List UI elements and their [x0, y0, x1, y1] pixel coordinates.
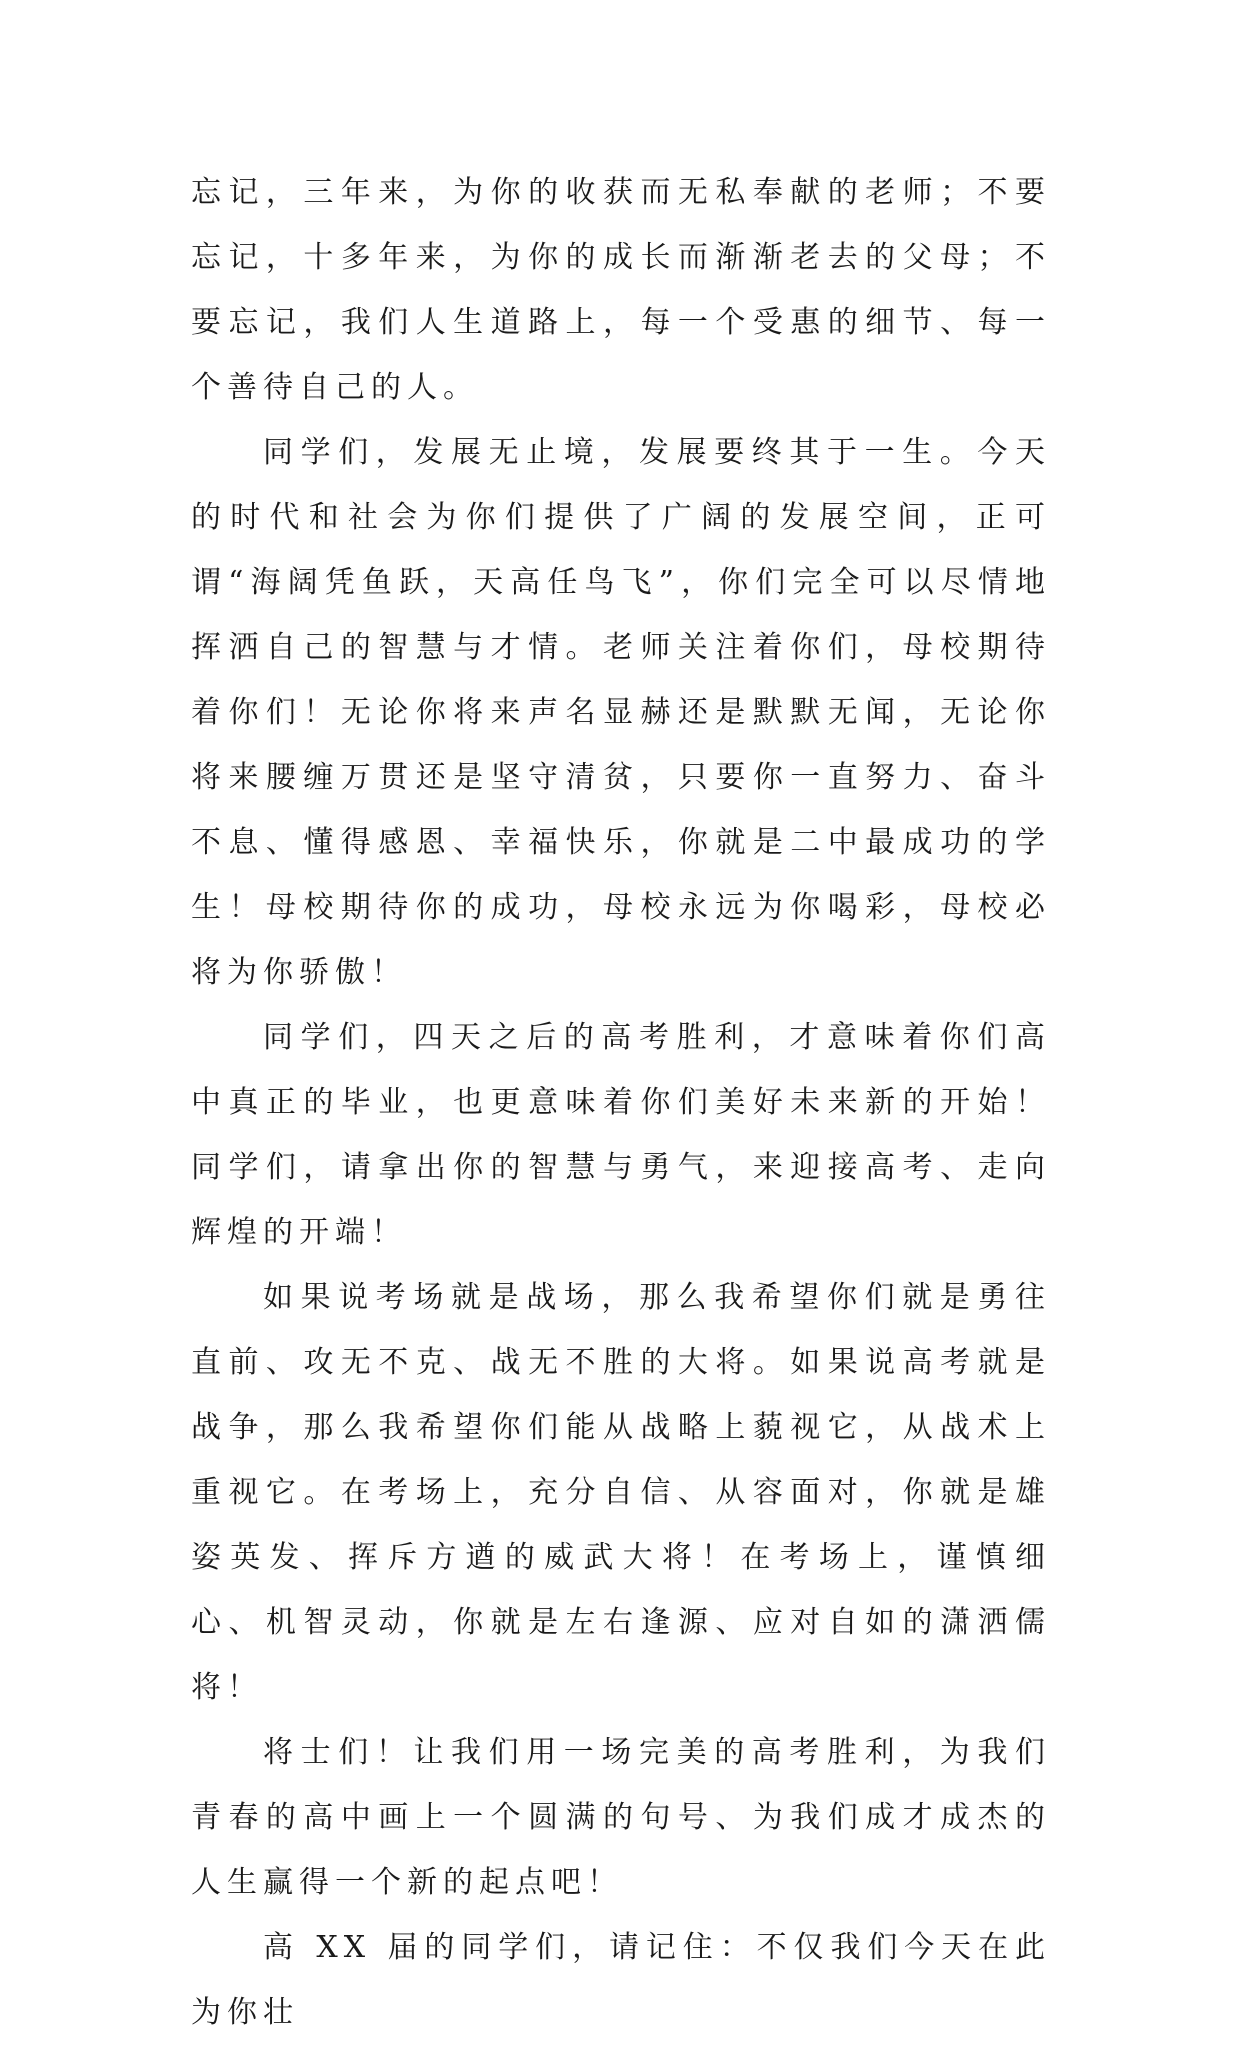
paragraph-4: 如果说考场就是战场，那么我希望你们就是勇往直前、攻无不克、战无不胜的大将。如果说高考就是战争，那么我希望你们能从战略上藐视它，从战术上重视它。在考场上，充分自信、从容面对，你就是雄姿英发、挥斥方遒的威武大将！在考场上，谨慎细心、机智灵动，你就是左右逢源、应对自如的潇洒儒将！	[191, 1280, 1051, 1705]
paragraph-6: 高 XX 届的同学们，请记住：不仅我们今天在此为你壮	[191, 1930, 1051, 2030]
paragraph-1: 忘记，三年来，为你的收获而无私奉献的老师；不要忘记，十多年来，为你的成长而渐渐老去的父母；不要忘记，我们人生道路上，每一个受惠的细节、每一个善待自己的人。	[191, 175, 1051, 405]
paragraph-5: 将士们！让我们用一场完美的高考胜利，为我们青春的高中画上一个圆满的句号、为我们成才成杰的人生赢得一个新的起点吧！	[191, 1735, 1051, 1900]
speech-body	[191, 160, 1051, 2045]
paragraph-2: 同学们，发展无止境，发展要终其于一生。今天的时代和社会为你们提供了广阔的发展空间，正可谓“海阔凭鱼跃，天高任鸟飞”，你们完全可以尽情地挥洒自己的智慧与才情。老师关注着你们，母校期待着你们！无论你将来声名显赫还是默默无闻，无论你将来腰缠万贯还是坚守清贫，只要你一直努力、奋斗不息、懂得感恩、幸福快乐，你就是二中最成功的学生！母校期待你的成功，母校永远为你喝彩，母校必将为你骄傲！	[191, 435, 1051, 990]
paragraph-3: 同学们，四天之后的高考胜利，才意味着你们高中真正的毕业，也更意味着你们美好未来新的开始！同学们，请拿出你的智慧与勇气，来迎接高考、走向辉煌的开端！	[191, 1020, 1051, 1250]
